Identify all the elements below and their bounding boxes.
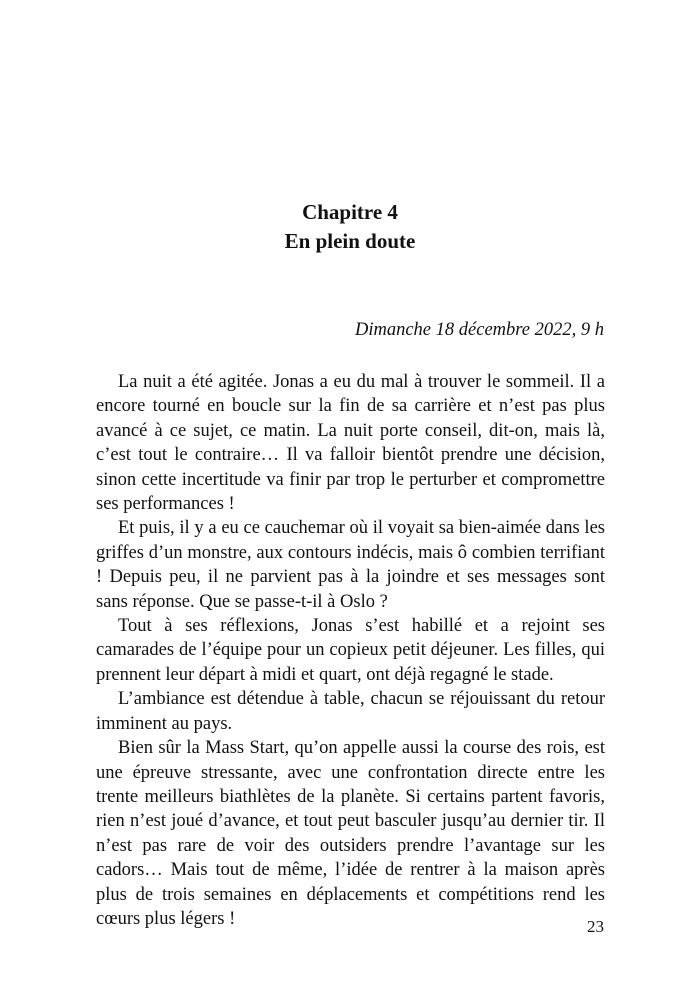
paragraph: Tout à ses réflexions, Jonas s’est habillé et a rejoint ses camarades de l’équipe pour un copieux petit déjeuner. Les filles, qui prennent leur départ à midi et quart, ont déjà regagné le stade.	[96, 616, 605, 685]
chapter-heading	[0, 198, 700, 256]
chapter-title: En plein doute	[284, 229, 416, 253]
dateline: Dimanche 18 décembre 2022, 9 h	[354, 320, 604, 340]
paragraph: Et puis, il y a eu ce cauchemar où il voyait sa bien-aimée dans les griffes d’un monstre, aux contours indécis, mais ô combien terrifiant ! Depuis peu, il ne parvient pas à la joindre et ses messages sont sans réponse. Que se passe-t-il à Oslo ?	[96, 518, 605, 612]
chapter-body	[96, 370, 605, 931]
page-number: 23	[587, 917, 604, 936]
chapter-number: Chapitre 4	[302, 200, 398, 224]
paragraph: L’ambiance est détendue à table, chacun se réjouissant du retour imminent au pays.	[96, 689, 605, 734]
paragraph: Bien sûr la Mass Start, qu’on appelle aussi la course des rois, est une épreuve stressante, avec une confrontation directe entre les trente meilleurs biathlètes de la planète. Si certains partent favoris, rien n’est joué d’avance, et tout peut basculer jusqu’au dernier tir. Il n’est pas rare de voir des outsiders prendre l’avantage sur les cadors… Mais tout de même, l’idée de rentrer à la maison après plus de trois semaines en déplacements et compétitions rend les cœurs plus légers !	[96, 738, 605, 929]
paragraph: La nuit a été agitée. Jonas a eu du mal à trouver le sommeil. Il a encore tourné en boucle sur la fin de sa carrière et n’est pas plus avancé à ce sujet, ce matin. La nuit porte conseil, dit-on, mais là, c’est tout le contraire… Il va falloir bientôt prendre une décision, sinon cette incertitude va finir par trop le perturber et compromettre ses performances !	[96, 372, 605, 515]
